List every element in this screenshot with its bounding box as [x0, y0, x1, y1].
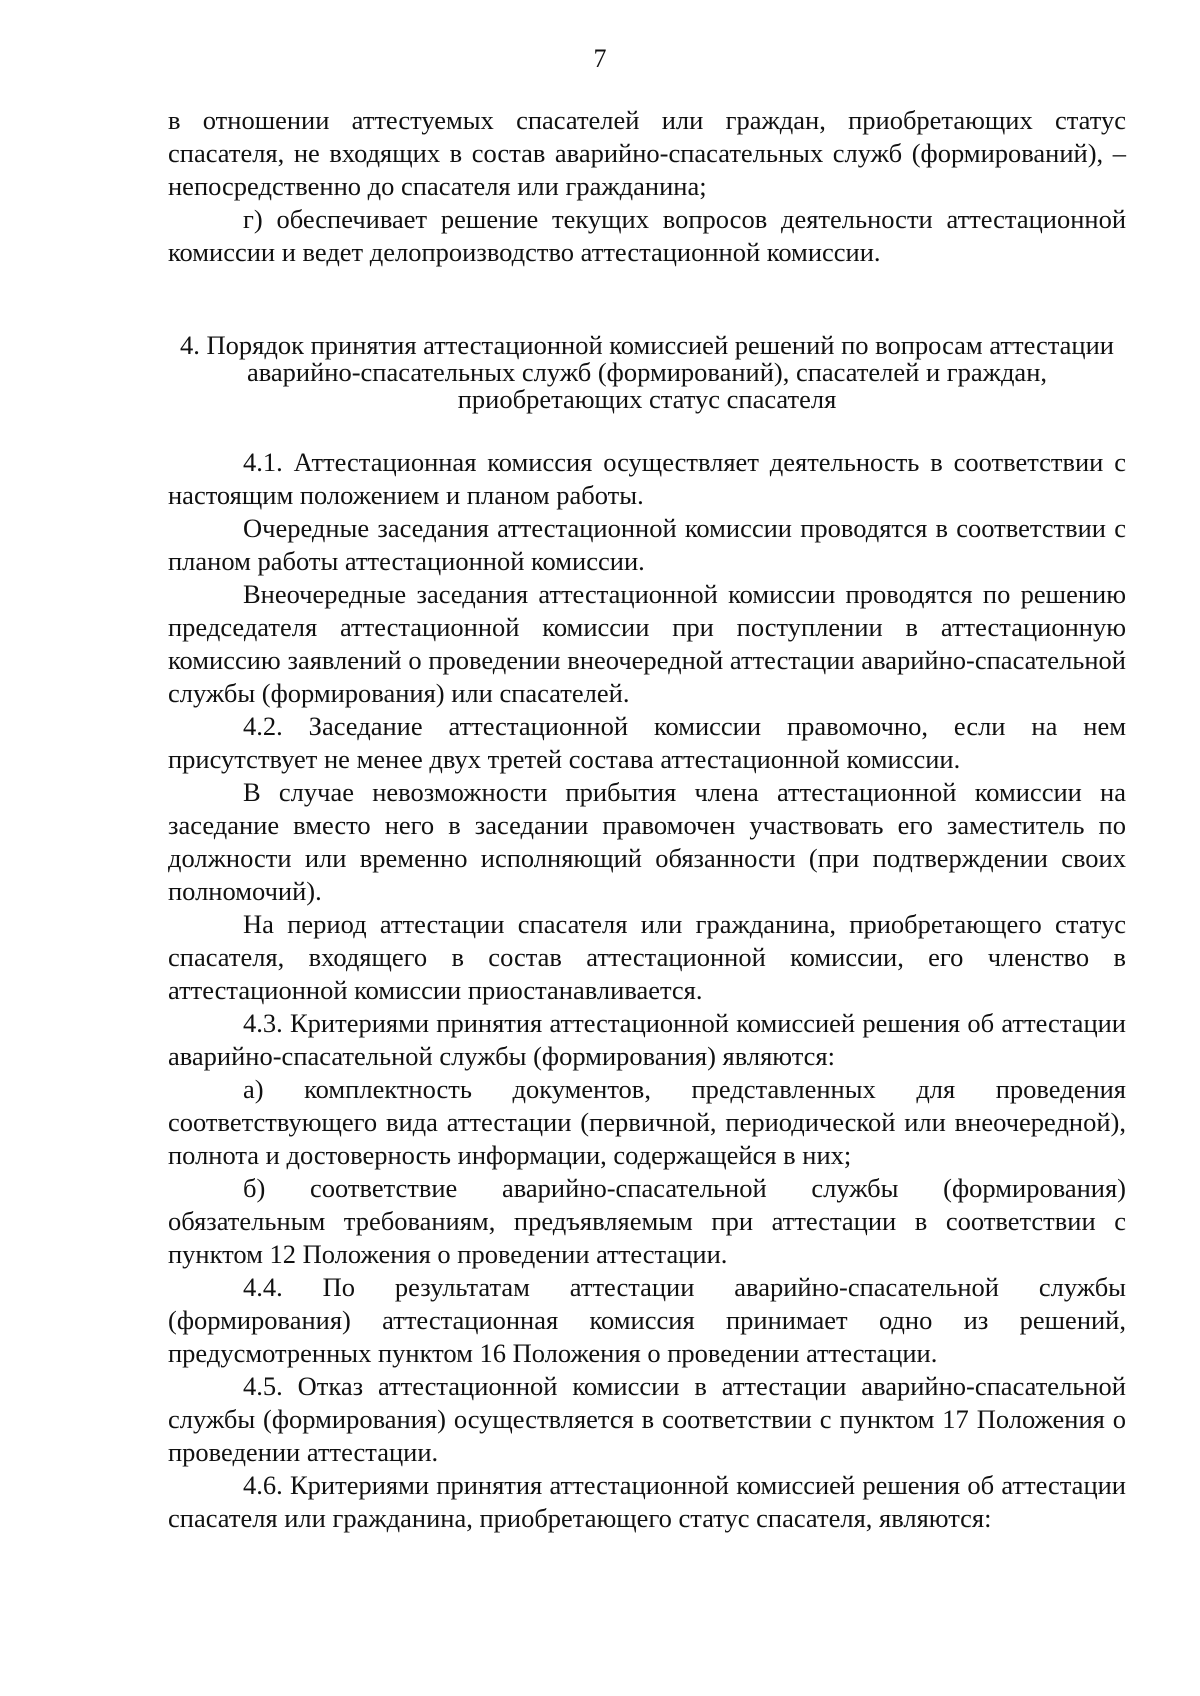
paragraph-item-g: г) обеспечивает решение текущих вопросов деятельности аттестационной комиссии и ведет делопроизводство аттестационной комиссии.	[168, 204, 1126, 267]
paragraph-membership-suspension: На период аттестации спасателя или гражданина, приобретающего статус спасателя, входящего в состав аттестационной комиссии, его членство в аттестационной комиссии приостанавливается.	[168, 909, 1126, 1005]
paragraph-4-6: 4.6. Критериями принятия аттестационной комиссией решения об аттестации спасателя или гражданина, приобретающего статус спасателя, являются:	[168, 1470, 1126, 1533]
section-heading: 4. Порядок принятия аттестационной комиссией решений по вопросам аттестации аварийно-спасательных служб (формирований), спасателей и граждан, приобретающих статус спасателя	[180, 330, 1114, 414]
page-number: 7	[593, 44, 607, 73]
paragraph-item-a: а) комплектность документов, представленных для проведения соответствующего вида аттестации (первичной, периодической или внеочередной), полнота и достоверность информации, содержащейся в них;	[168, 1074, 1126, 1170]
paragraph-regular-meetings: Очередные заседания аттестационной комиссии проводятся в соответствии с планом работы аттестационной комиссии.	[168, 513, 1126, 576]
top-text-block	[168, 104, 1126, 269]
paragraph-member-absence: В случае невозможности прибытия члена аттестационной комиссии на заседание вместо него в заседании правомочен участвовать его заместитель по должности или временно исполняющий обязанности (при подтверждении своих полномочий).	[168, 777, 1126, 906]
paragraph-4-1: 4.1. Аттестационная комиссия осуществляет деятельность в соответствии с настоящим положением и планом работы.	[168, 447, 1126, 510]
paragraph-4-2: 4.2. Заседание аттестационной комиссии правомочно, если на нем присутствует не менее двух третей состава аттестационной комиссии.	[168, 711, 1126, 774]
paragraph-4-4: 4.4. По результатам аттестации аварийно-спасательной службы (формирования) аттестационная комиссия принимает одно из решений, предусмотренных пунктом 16 Положения о проведении аттестации.	[168, 1272, 1126, 1368]
paragraph-4-3: 4.3. Критериями принятия аттестационной комиссией решения об аттестации аварийно-спасательной службы (формирования) являются:	[168, 1008, 1126, 1071]
section-body	[168, 446, 1126, 1535]
paragraph-item-b: б) соответствие аварийно-спасательной службы (формирования) обязательным требованиям, предъявляемым при аттестации в соответствии с пунктом 12 Положения о проведении аттестации.	[168, 1173, 1126, 1269]
paragraph-extraordinary-meetings: Внеочередные заседания аттестационной комиссии проводятся по решению председателя аттестационной комиссии при поступлении в аттестационную комиссию заявлений о проведении внеочередной аттестации аварийно-спасательной службы (формирования) или спасателей.	[168, 579, 1126, 708]
paragraph-continuation: в отношении аттестуемых спасателей или граждан, приобретающих статус спасателя, не входящих в состав аварийно-спасательных служб (формирований), – непосредственно до спасателя или гражданина;	[168, 105, 1126, 201]
paragraph-4-5: 4.5. Отказ аттестационной комиссии в аттестации аварийно-спасательной службы (формирования) осуществляется в соответствии с пунктом 17 Положения о проведении аттестации.	[168, 1371, 1126, 1467]
